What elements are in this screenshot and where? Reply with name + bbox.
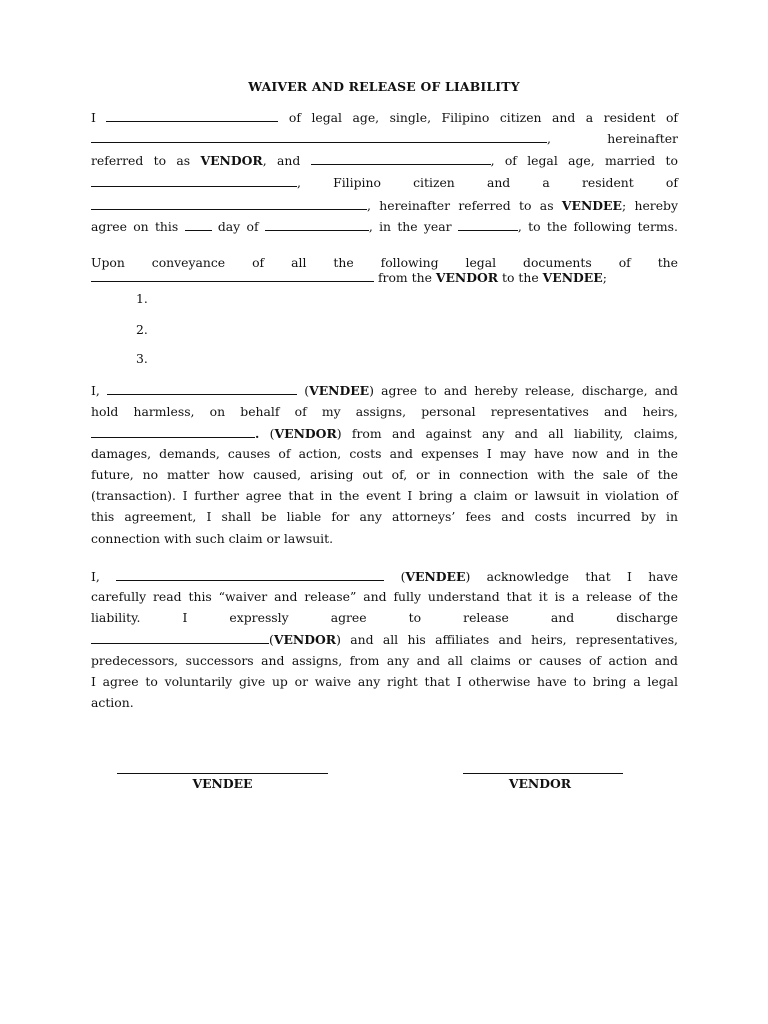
p1-line-4: , Filipino citizen and a resident of xyxy=(91,174,678,190)
p4-line-2: carefully read this “waiver and release” and fully understand that it is a release of the xyxy=(91,589,678,604)
month-blank[interactable] xyxy=(265,218,369,231)
vendee-acknowledge-blank[interactable] xyxy=(116,568,384,581)
p4-line-5: predecessors, successors and assigns, from any and all claims or causes of action and xyxy=(91,653,678,668)
vendor-discharge-blank[interactable] xyxy=(91,631,269,644)
vendor-signature-line[interactable] xyxy=(463,773,623,774)
vendee-signature-line[interactable] xyxy=(117,773,328,774)
vendee-signature-label: VENDEE xyxy=(192,776,253,791)
vendor-release-blank[interactable] xyxy=(91,425,255,438)
vendee-release-blank[interactable] xyxy=(107,382,297,395)
vendee-name-blank[interactable] xyxy=(311,152,491,165)
p3-line-7: this agreement, I shall be liable for any attorneys’ fees and costs incurred by in xyxy=(91,509,678,524)
p3-line-2: hold harmless, on behalf of my assigns, personal representatives and heirs, xyxy=(91,404,678,419)
p1-line-3: referred to as VENDOR, and , of legal age, married to xyxy=(91,153,678,168)
list-item: 3. xyxy=(136,351,148,366)
p3-line-4: damages, demands, causes of action, costs and expenses I may have now and in the xyxy=(91,446,678,461)
documents-blank[interactable] xyxy=(91,269,374,282)
spouse-name-blank[interactable] xyxy=(91,174,297,187)
p3-line-3: . (VENDOR) from and against any and all liability, claims, xyxy=(91,425,678,441)
vendor-signature-label: VENDOR xyxy=(508,776,572,791)
p3-line-8: connection with such claim or lawsuit. xyxy=(91,531,334,546)
p4-line-6: I agree to voluntarily give up or waive any right that I otherwise have to bring a legal xyxy=(91,674,678,689)
document-title: WAIVER AND RELEASE OF LIABILITY xyxy=(248,79,520,94)
year-blank[interactable] xyxy=(458,218,518,231)
p4-line-1: I, (VENDEE) acknowledge that I have xyxy=(91,569,678,584)
p3-line-5: future, no matter how caused, arising out of, or in connection with the sale of the xyxy=(91,467,678,482)
p1-line-6: agree on this day of , in the year , to the following terms. xyxy=(91,219,678,234)
vendee-residence-blank[interactable] xyxy=(91,197,367,210)
p4-line-3: liability. I expressly agree to release and discharge xyxy=(91,610,678,625)
p1-line-2: , hereinafter xyxy=(91,130,678,146)
p4-line-4: (VENDOR) and all his affiliates and heirs, representatives, xyxy=(91,631,678,647)
list-item: 1. xyxy=(136,291,148,306)
list-item: 2. xyxy=(136,322,148,337)
day-blank[interactable] xyxy=(185,218,212,231)
p3-line-1: I, (VENDEE) agree to and hereby release, discharge, and xyxy=(91,383,678,398)
vendor-residence-blank[interactable] xyxy=(91,130,547,143)
p2-line-2: from the VENDOR to the VENDEE; xyxy=(91,269,678,285)
p3-line-6: (transaction). I further agree that in the event I bring a claim or lawsuit in violation of xyxy=(91,488,678,503)
p4-line-7: action. xyxy=(91,695,134,710)
vendor-name-blank[interactable] xyxy=(106,109,278,122)
p1-line-1: I of legal age, single, Filipino citizen and a resident of xyxy=(91,110,678,125)
p2-line-1: Upon conveyance of all the following legal documents of the xyxy=(91,255,678,270)
p1-line-5: , hereinafter referred to as VENDEE; hereby xyxy=(91,197,678,213)
